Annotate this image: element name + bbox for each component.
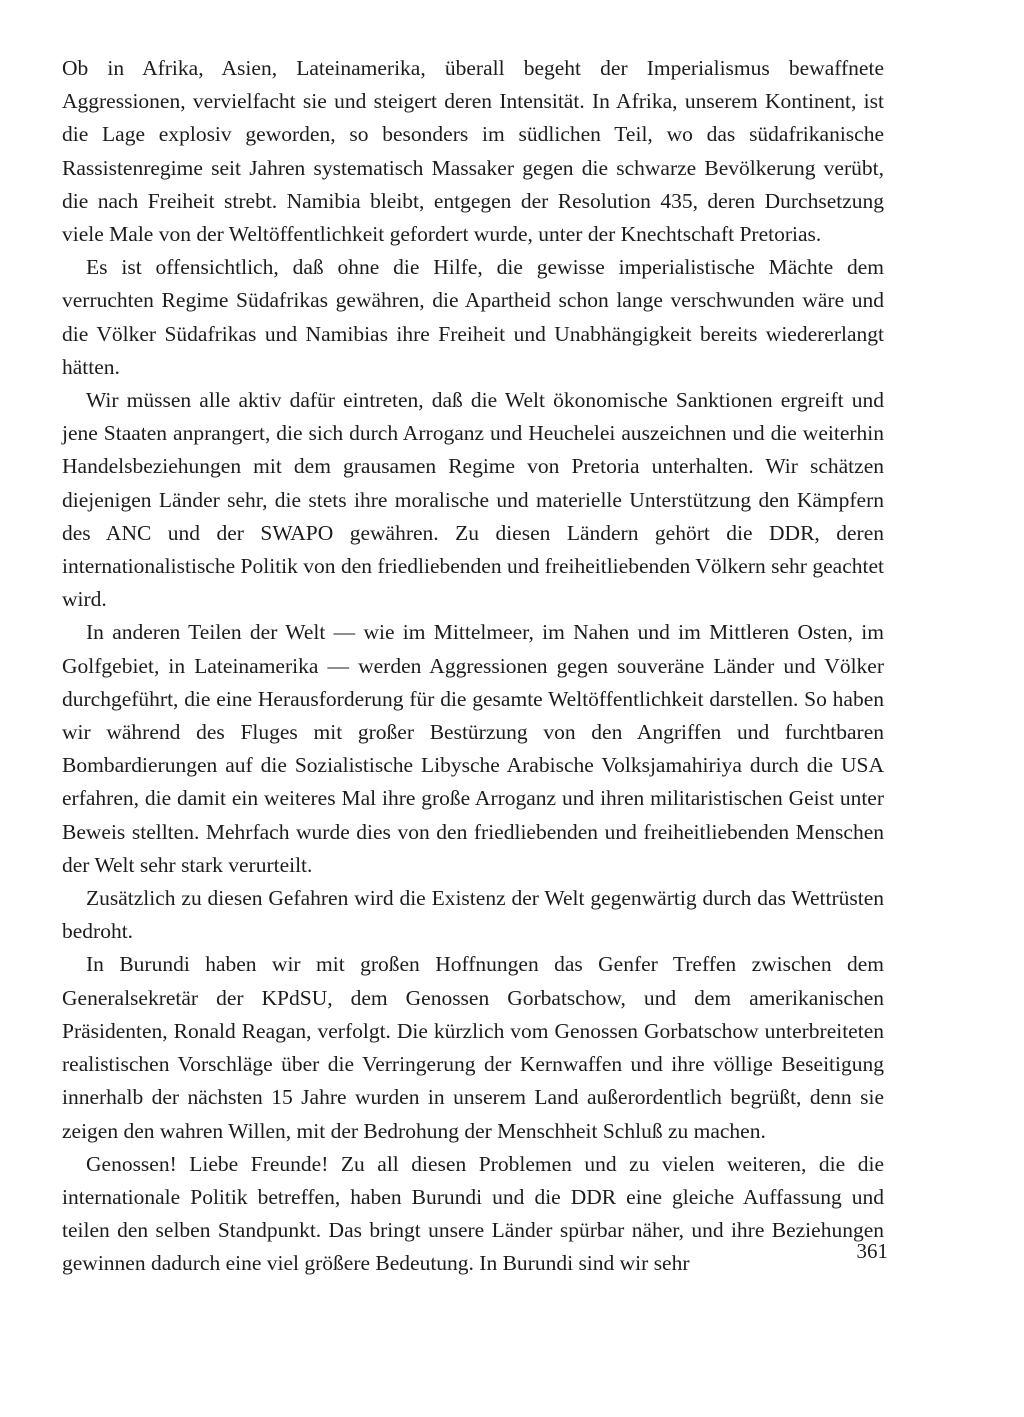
paragraph-4: In anderen Teilen der Welt — wie im Mittelmeer, im Nahen und im Mittleren Osten, im Golfgebiet, in Lateinamerika — werden Aggressionen gegen souveräne Länder und Völker durchgeführt, die eine Herausforderung für die gesamte Weltöffentlichkeit darstellen. So haben wir während des Fluges mit großer Bestürzung von den Angriffen und furchtbaren Bombardierungen auf die Sozialistische Libysche Arabische Volksjamahiriya durch die USA erfahren, die damit ein weiteres Mal ihre große Arroganz und ihren militaristischen Geist unter Beweis stellten. Mehrfach wurde dies von den friedliebenden und freiheitliebenden Menschen der Welt sehr stark verurteilt.	[62, 620, 884, 877]
paragraph-3: Wir müssen alle aktiv dafür eintreten, daß die Welt ökonomische Sanktionen ergreift und jene Staaten anprangert, die sich durch Arroganz und Heuchelei auszeichnen und die weiterhin Handelsbeziehungen mit dem grausamen Regime von Pretoria unterhalten. Wir schätzen diejenigen Länder sehr, die stets ihre moralische und materielle Unterstützung den Kämpfern des ANC und der SWAPO gewähren. Zu diesen Ländern gehört die DDR, deren internationalistische Politik von den friedliebenden und freiheitliebenden Völkern sehr geachtet wird.	[62, 388, 884, 612]
paragraph-6: In Burundi haben wir mit großen Hoffnungen das Genfer Treffen zwischen dem Generalsekretär der KPdSU, dem Genossen Gorbatschow, und dem amerikanischen Präsidenten, Ronald Reagan, verfolgt. Die kürzlich vom Genossen Gorbatschow unterbreiteten realistischen Vorschläge über die Verringerung der Kernwaffen und ihre völlige Beseitigung innerhalb der nächsten 15 Jahre wurden in unserem Land außerordentlich begrüßt, denn sie zeigen den wahren Willen, mit der Bedrohung der Menschheit Schluß zu machen.	[62, 952, 884, 1143]
body-text	[62, 52, 884, 1281]
paragraph-1: Ob in Afrika, Asien, Lateinamerika, überall begeht der Imperialismus bewaffnete Aggressionen, vervielfacht sie und steigert deren Intensität. In Afrika, unserem Kontinent, ist die Lage explosiv geworden, so besonders im südlichen Teil, wo das südafrikanische Rassistenregime seit Jahren systematisch Massaker gegen die schwarze Bevölkerung verübt, die nach Freiheit strebt. Namibia bleibt, entgegen der Resolution 435, deren Durchsetzung viele Male von der Weltöffentlichkeit gefordert wurde, unter der Knechtschaft Pretorias.	[62, 56, 884, 247]
paragraph-7: Genossen! Liebe Freunde! Zu all diesen Problemen und zu vielen weiteren, die die internationale Politik betreffen, haben Burundi und die DDR eine gleiche Auffassung und teilen den selben Standpunkt. Das bringt unsere Länder spürbar näher, und ihre Beziehungen gewinnen dadurch eine viel größere Bedeutung. In Burundi sind wir sehr	[62, 1151, 884, 1276]
paragraph-5: Zusätzlich zu diesen Gefahren wird die Existenz der Welt gegenwärtig durch das Wettrüsten bedroht.	[62, 886, 884, 944]
paragraph-2: Es ist offensichtlich, daß ohne die Hilfe, die gewisse imperialistische Mächte dem verruchten Regime Südafrikas gewähren, die Apartheid schon lange verschwunden wäre und die Völker Südafrikas und Namibias ihre Freiheit und Unabhängigkeit bereits wiedererlangt hätten.	[62, 255, 884, 379]
page-number: 361	[856, 1239, 888, 1263]
